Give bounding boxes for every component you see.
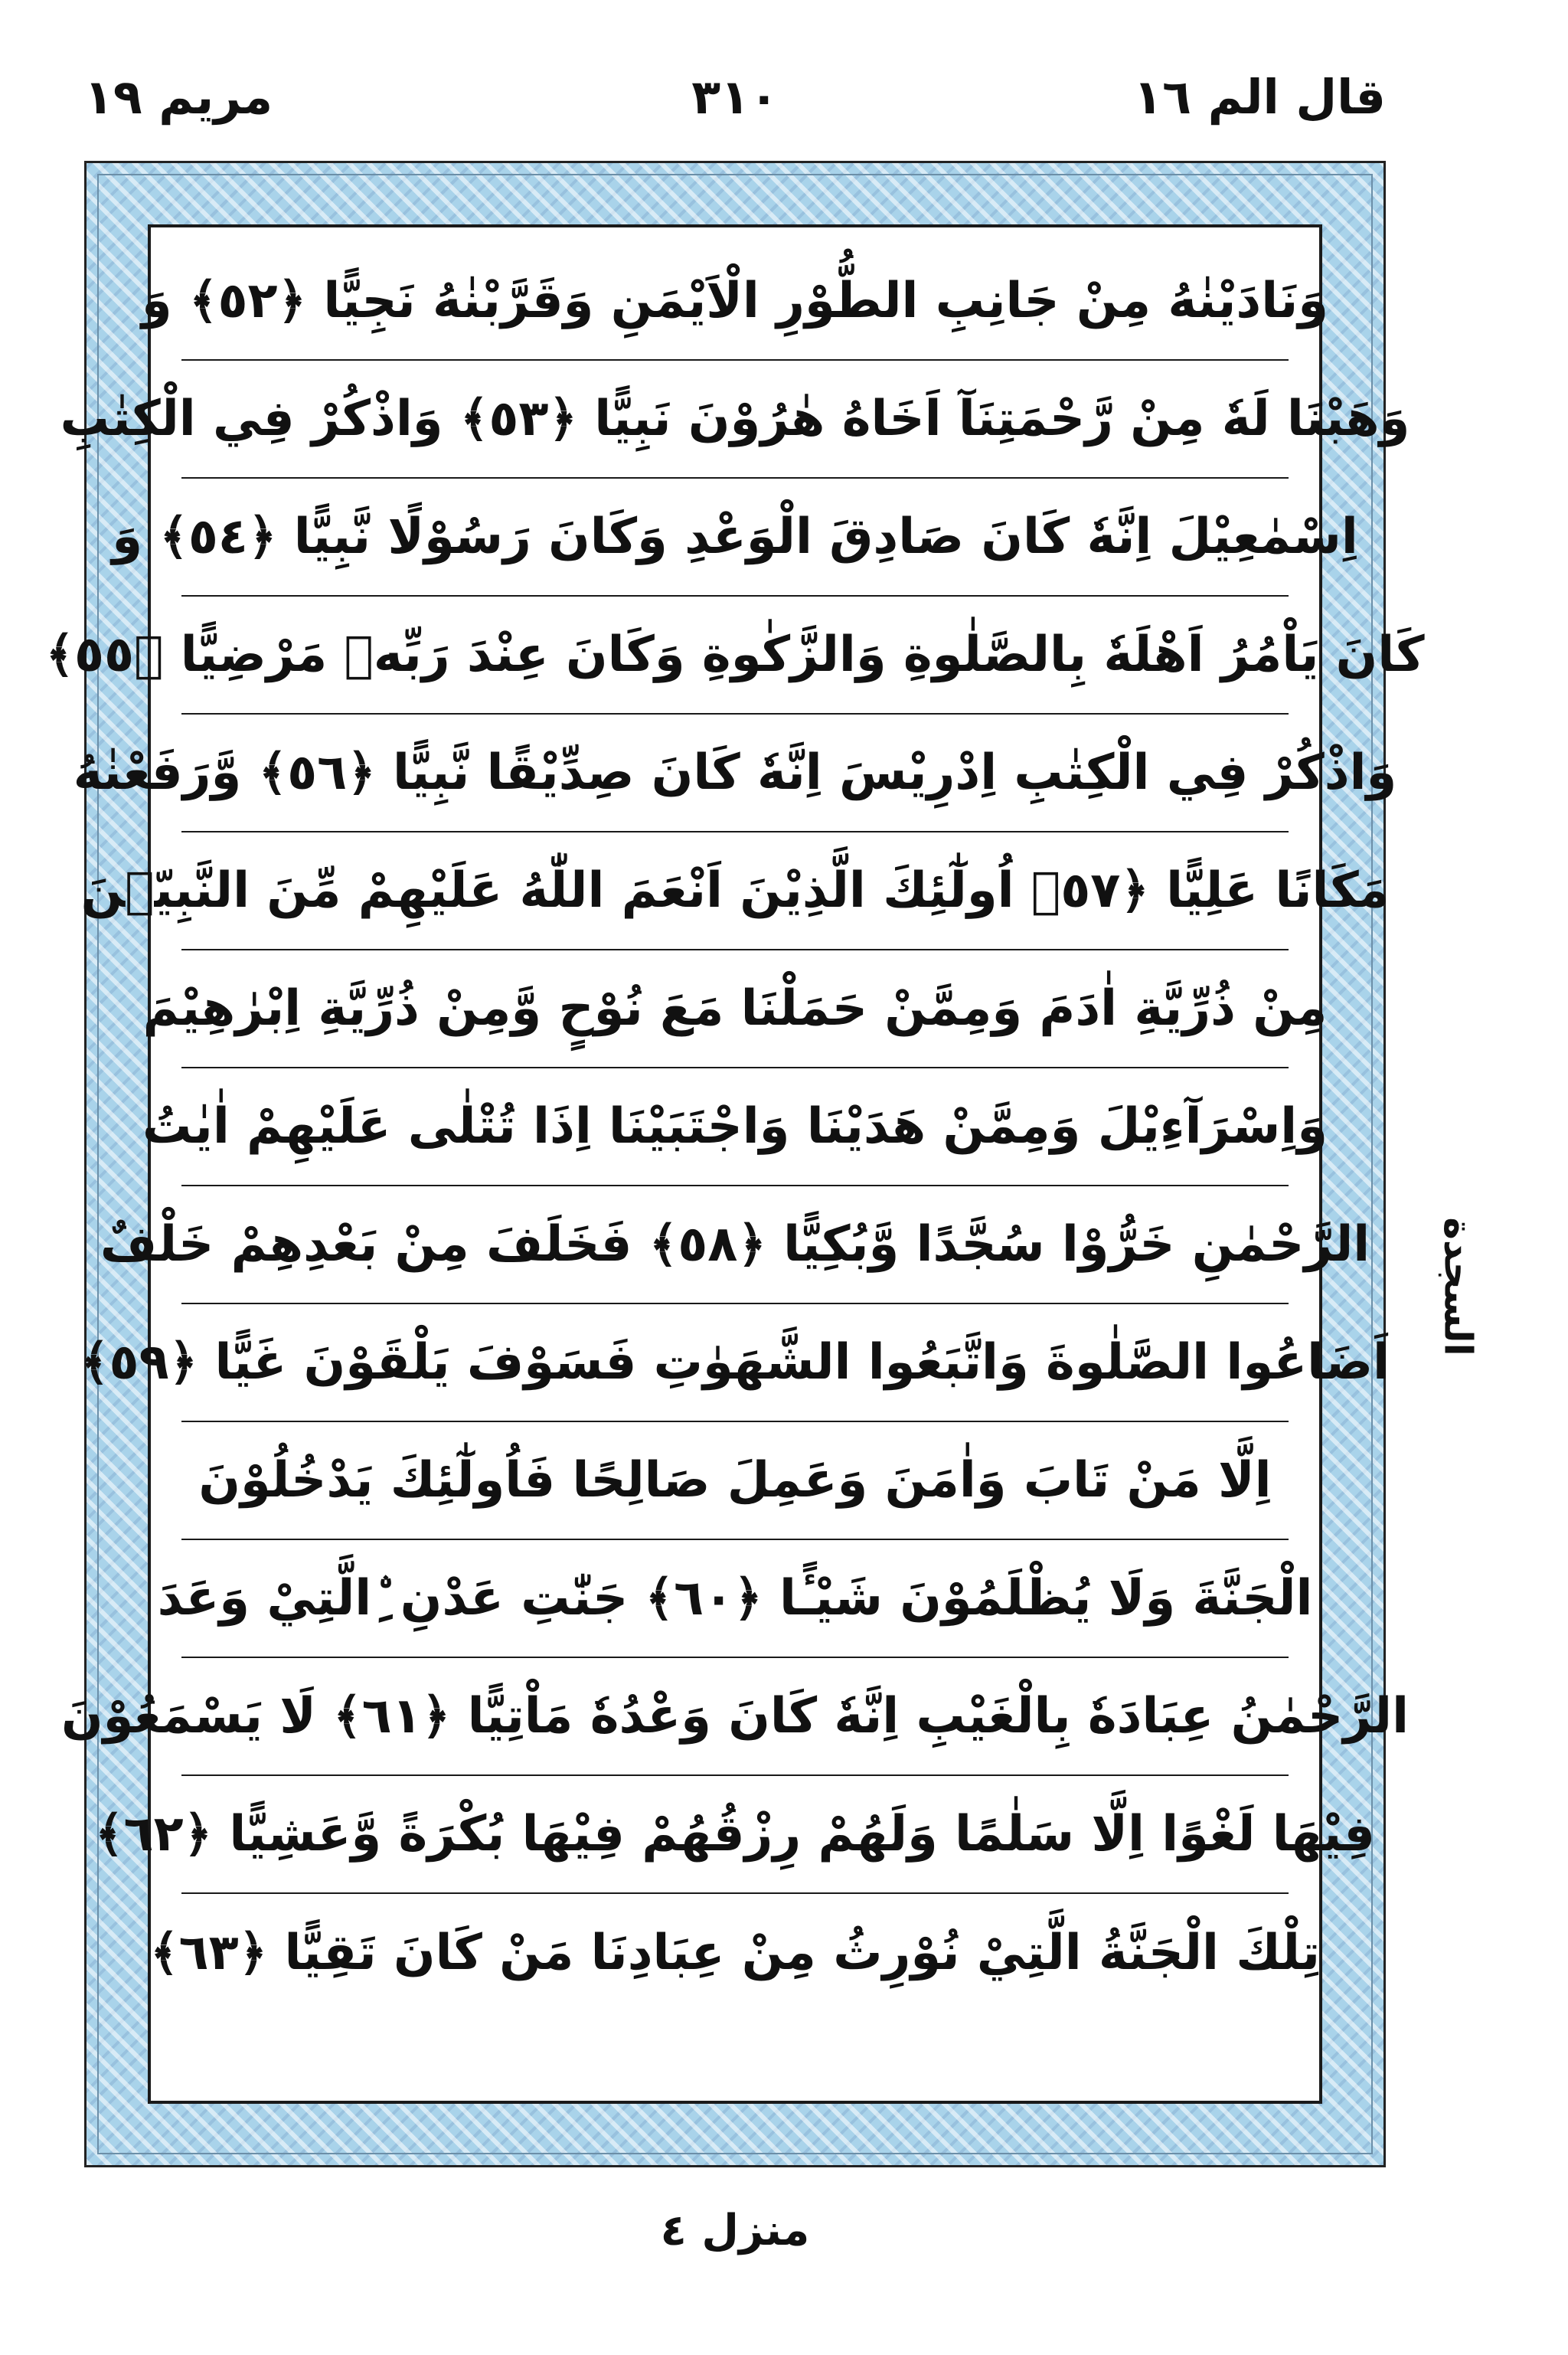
verse-line-15: تِلْكَ الْجَنَّةُ الَّتِيْ نُوْرِثُ مِنْ عِبَادِنَا مَنْ كَانَ تَقِيًّا ﴿٦٣﴾ <box>150 1925 1320 1981</box>
verse-line-2: وَهَبْنَا لَهٗ مِنْ رَّحْمَتِنَآ اَخَاهُ هٰرُوْنَ نَبِيًّا ﴿٥٣﴾ وَاذْكُرْ فِي الْكِتٰبِ <box>181 361 1289 479</box>
verse-line-6: مَكَانًا عَلِيًّا ﴿٥٧﴾ اُولٰٓئِكَ الَّذِيْنَ اَنْعَمَ اللّٰهُ عَلَيْهِمْ مِّنَ النَّبِيّٖنَ <box>181 832 1289 950</box>
verse-line-10: اَضَاعُوا الصَّلٰوةَ وَاتَّبَعُوا الشَّهَوٰتِ فَسَوْفَ يَلْقَوْنَ غَيًّا ﴿٥٩﴾ <box>181 1304 1289 1422</box>
verse-line-5: وَاذْكُرْ فِي الْكِتٰبِ اِدْرِيْسَ اِنَّهٗ كَانَ صِدِّيْقًا نَّبِيًّا ﴿٥٦﴾ وَّرَفَعْنٰهُ <box>181 715 1289 832</box>
text-panel <box>45 224 1425 2104</box>
verse-line-4: كَانَ يَاْمُرُ اَهْلَهٗ بِالصَّلٰوةِ وَالزَّكٰوةِ وَكَانَ عِنْدَ رَبِّهٖ مَرْضِيًّا ﴿٥٥﴾ <box>181 597 1289 715</box>
verse-line-3: اِسْمٰعِيْلَ اِنَّهٗ كَانَ صَادِقَ الْوَعْدِ وَكَانَ رَسُوْلًا نَّبِيًّا ﴿٥٤﴾ وَ <box>181 479 1289 597</box>
verse-line-14: فِيْهَا لَغْوًا اِلَّا سَلٰمًا وَلَهُمْ رِزْقُهُمْ فِيْهَا بُكْرَةً وَّعَشِيًّا ﴿٦٢﴾ <box>181 1776 1289 1894</box>
sajdah-label: السجدة <box>1436 1217 1481 1356</box>
verse-line-12: الْجَنَّةَ وَلَا يُظْلَمُوْنَ شَيْـًٔا ﴿٦٠﴾ جَنّٰتِ عَدْنِ ِۨالَّتِيْ وَعَدَ <box>181 1540 1289 1658</box>
juz-label: قال الم ١٦ <box>1133 69 1386 125</box>
verse-line-8: وَاِسْرَآءِيْلَ وَمِمَّنْ هَدَيْنَا وَاجْتَبَيْنَا اِذَا تُتْلٰى عَلَيْهِمْ اٰيٰتُ <box>181 1068 1289 1186</box>
sajdah-margin-note <box>1409 1202 1508 1371</box>
verse-line-11: اِلَّا مَنْ تَابَ وَاٰمَنَ وَعَمِلَ صَالِحًا فَاُولٰٓئِكَ يَدْخُلُوْنَ <box>181 1422 1289 1540</box>
verse-lines <box>45 243 1425 2085</box>
verse-line-1: وَنَادَيْنٰهُ مِنْ جَانِبِ الطُّوْرِ الْاَيْمَنِ وَقَرَّبْنٰهُ نَجِيًّا ﴿٥٢﴾ وَ <box>181 243 1289 361</box>
verse-line-7: مِنْ ذُرِّيَّةِ اٰدَمَ وَمِمَّنْ حَمَلْنَا مَعَ نُوْحٍ وَّمِنْ ذُرِّيَّةِ اِبْرٰهِيْمَ <box>181 950 1289 1068</box>
page-number: ٣١٠ <box>691 69 779 125</box>
page-header <box>84 69 1386 153</box>
verse-line-9: الرَّحْمٰنِ خَرُّوْا سُجَّدًا وَّبُكِيًّا ﴿٥٨﴾ فَخَلَفَ مِنْ بَعْدِهِمْ خَلْفٌ <box>181 1186 1289 1304</box>
manzil-footer: منزل ٤ <box>660 2206 810 2255</box>
surah-label: مريم ١٩ <box>84 69 273 125</box>
verse-line-13: الرَّحْمٰنُ عِبَادَهٗ بِالْغَيْبِ اِنَّهٗ كَانَ وَعْدُهٗ مَاْتِيًّا ﴿٦١﴾ لَا يَسْمَعُوْنَ <box>181 1658 1289 1776</box>
ornamental-border <box>45 161 1425 2167</box>
